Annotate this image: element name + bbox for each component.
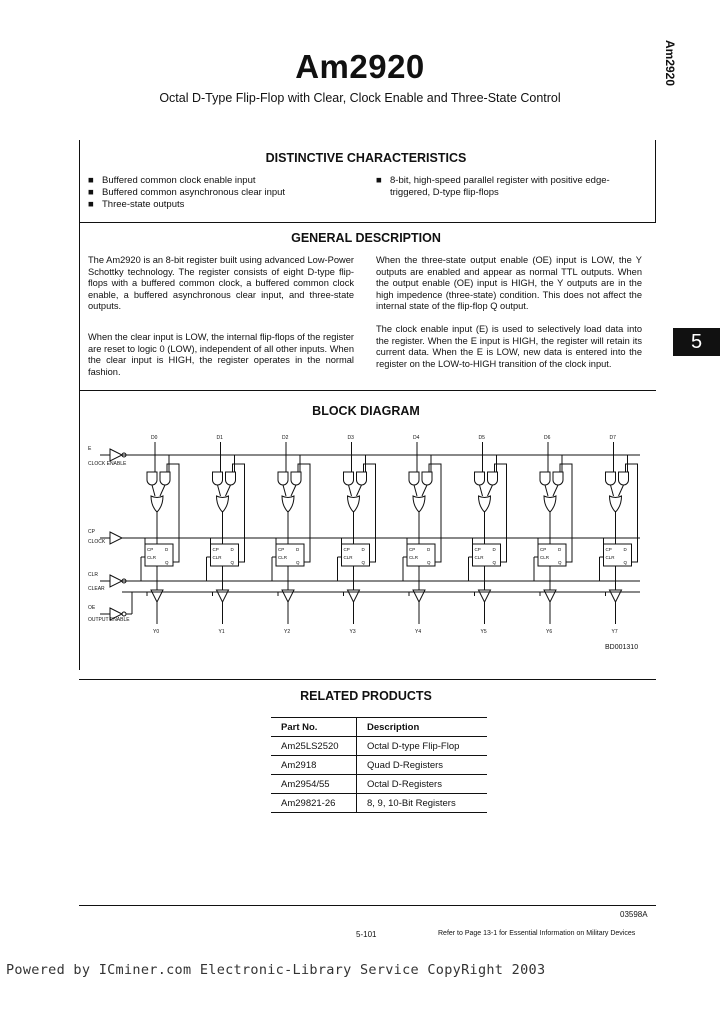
section-divider bbox=[79, 222, 656, 223]
flip-flop-pin-label: CLR bbox=[278, 555, 288, 560]
footer-divider bbox=[79, 905, 656, 906]
part-cell: Am25LS2520 bbox=[271, 737, 357, 756]
y-output-label: Y4 bbox=[415, 629, 422, 635]
block-diagram-heading: BLOCK DIAGRAM bbox=[312, 404, 420, 418]
cp-buffer bbox=[110, 532, 122, 544]
section-tab: 5 bbox=[673, 328, 720, 356]
and-gate bbox=[409, 472, 419, 485]
characteristics-right-list bbox=[376, 175, 646, 199]
general-right-p1: When the three-state output enable (OE) input is LOW, the Y outputs are enabled and appear as normal TTL outputs. When the output enable (OE) input is HIGH, the Y outputs are in the high impedence (three-state) condition. This does not affect the internal state of the flip-flop Q output. bbox=[376, 255, 642, 312]
oe-signal-desc: OUTPUT ENABLE bbox=[88, 617, 130, 623]
clr-signal-desc: CLEAR bbox=[88, 586, 105, 592]
page-number: 5-101 bbox=[356, 930, 377, 939]
col-desc-header: Description bbox=[357, 718, 488, 737]
page-title: Am2920 bbox=[295, 48, 425, 85]
d-input-label: D4 bbox=[413, 435, 420, 441]
or-gate bbox=[217, 496, 229, 512]
table-row bbox=[271, 775, 487, 794]
flip-flop-pin-label: CLR bbox=[409, 555, 419, 560]
related-products-table bbox=[271, 717, 487, 813]
table-row bbox=[271, 794, 487, 813]
and-gate bbox=[278, 472, 288, 485]
d-input-label: D1 bbox=[216, 435, 223, 441]
and-gate bbox=[488, 472, 498, 485]
flip-flop-pin-label: D bbox=[623, 547, 627, 552]
general-left-p1: The Am2920 is an 8-bit register built using advanced Low-Power Schottky technology. The register consists of eight D-type flip-flops with a buffered common clock, a buffered common clock enable, a buffered asynchronous clear input, and three-state outputs. bbox=[88, 255, 354, 312]
flip-flop-pin-label: Q bbox=[165, 560, 169, 565]
flip-flop-pin-label: CLR bbox=[605, 555, 615, 560]
list-item: ■ Three-state outputs bbox=[88, 199, 185, 210]
d-input-label: D3 bbox=[347, 435, 354, 441]
flip-flop-pin-label: CP bbox=[409, 547, 416, 552]
related-heading: RELATED PRODUCTS bbox=[300, 689, 432, 703]
y-output-label: Y3 bbox=[349, 629, 356, 635]
y-output-label: Y2 bbox=[284, 629, 291, 635]
doc-code: 03598A bbox=[620, 910, 648, 919]
and-gate bbox=[291, 472, 301, 485]
flip-flop-pin-label: D bbox=[165, 547, 169, 552]
general-right-p2: The clock enable input (E) is used to selectively load data into the register. When the E input is HIGH, the register will retain its current data. When the E is LOW, new data is entered into the register on the LOW-to-HIGH transition of the clock input. bbox=[376, 324, 642, 369]
flip-flop-pin-label: CLR bbox=[147, 555, 157, 560]
col-part-header: Part No. bbox=[271, 718, 357, 737]
flip-flop-pin-label: D bbox=[427, 547, 431, 552]
y-output-label: Y5 bbox=[480, 629, 487, 635]
d-input-label: D6 bbox=[544, 435, 551, 441]
flip-flop-pin-label: Q bbox=[492, 560, 497, 565]
flip-flop-pin-label: CLR bbox=[540, 555, 550, 560]
or-gate bbox=[544, 496, 556, 512]
or-gate bbox=[610, 496, 622, 512]
characteristics-left-list bbox=[88, 175, 368, 211]
page-subtitle: Octal D-Type Flip-Flop with Clear, Clock Enable and Three-State Control bbox=[159, 91, 561, 105]
desc-cell: Octal D-type Flip-Flop bbox=[357, 737, 488, 756]
or-gate bbox=[348, 496, 360, 512]
flip-flop-pin-label: CP bbox=[147, 547, 154, 552]
cp-signal-desc: CLOCK bbox=[88, 539, 106, 545]
flip-flop-pin-label: D bbox=[492, 547, 496, 552]
list-item: ■ 8-bit, high-speed parallel register with positive edge-triggered, D-type flip-flops bbox=[376, 175, 610, 198]
characteristics-heading: DISTINCTIVE CHARACTERISTICS bbox=[265, 151, 467, 165]
or-gate bbox=[479, 496, 491, 512]
desc-cell: Octal D-Registers bbox=[357, 775, 488, 794]
d-input-label: D7 bbox=[609, 435, 616, 441]
part-cell: Am2918 bbox=[271, 756, 357, 775]
flip-flop-pin-label: CLR bbox=[343, 555, 353, 560]
list-item: ■ Buffered common asynchronous clear input bbox=[88, 187, 286, 198]
list-item: ■ Buffered common clock enable input bbox=[88, 175, 256, 186]
clr-buffer bbox=[110, 575, 122, 587]
block-diagram bbox=[80, 424, 670, 654]
powered-by-banner: Powered by ICminer.com Electronic-Library Service CopyRight 2003 bbox=[6, 962, 546, 978]
and-gate bbox=[147, 472, 157, 485]
and-gate bbox=[475, 472, 485, 485]
y-output-label: Y6 bbox=[546, 629, 553, 635]
flip-flop-pin-label: D bbox=[296, 547, 300, 552]
part-cell: Am29821-26 bbox=[271, 794, 357, 813]
and-gate bbox=[606, 472, 616, 485]
side-label: Am2920 bbox=[663, 40, 677, 87]
flip-flop-pin-label: CLR bbox=[212, 555, 222, 560]
and-gate bbox=[226, 472, 236, 485]
flip-flop-pin-label: CP bbox=[278, 547, 285, 552]
military-note: Refer to Page 13-1 for Essential Information on Military Devices bbox=[438, 930, 636, 937]
or-gate bbox=[282, 496, 294, 512]
y-output-label: Y7 bbox=[611, 629, 618, 635]
flip-flop-pin-label: Q bbox=[427, 560, 431, 565]
flip-flop-pin-label: CP bbox=[605, 547, 612, 552]
e-signal-desc: CLOCK ENABLE bbox=[88, 461, 127, 467]
e-buffer bbox=[110, 449, 122, 461]
flip-flop-pin-label: D bbox=[558, 547, 562, 552]
d-input-label: D0 bbox=[151, 435, 158, 441]
part-cell: Am2954/55 bbox=[271, 775, 357, 794]
or-gate bbox=[413, 496, 425, 512]
y-output-label: Y0 bbox=[153, 629, 160, 635]
flip-flop-pin-label: D bbox=[230, 547, 234, 552]
d-input-label: D5 bbox=[478, 435, 485, 441]
and-gate bbox=[213, 472, 223, 485]
table-row bbox=[271, 737, 487, 756]
d-input-label: D2 bbox=[282, 435, 289, 441]
section-divider bbox=[79, 679, 656, 680]
flip-flop-pin-label: Q bbox=[296, 560, 300, 565]
frame-right-line bbox=[655, 140, 656, 222]
and-gate bbox=[540, 472, 550, 485]
general-left-p2: When the clear input is LOW, the internal flip-flops of the register are reset to logic 0 (LOW), independent of all other inputs. When the clear input is HIGH, the register operates in the normal fashion. bbox=[88, 332, 354, 377]
and-gate bbox=[160, 472, 170, 485]
general-heading: GENERAL DESCRIPTION bbox=[291, 231, 441, 245]
flip-flop-pin-label: CP bbox=[474, 547, 481, 552]
flip-flop-pin-label: Q bbox=[558, 560, 562, 565]
table-header-row bbox=[271, 718, 487, 737]
flip-flop-pin-label: Q bbox=[623, 560, 628, 565]
figure-id: BD001310 bbox=[605, 644, 639, 651]
oe-signal-label: OE bbox=[88, 605, 96, 611]
and-gate bbox=[619, 472, 629, 485]
flip-flop-pin-label: Q bbox=[230, 560, 235, 565]
table-row bbox=[271, 756, 487, 775]
flip-flop-pin-label: Q bbox=[361, 560, 366, 565]
and-gate bbox=[357, 472, 367, 485]
clr-signal-label: CLR bbox=[88, 572, 99, 578]
and-gate bbox=[553, 472, 563, 485]
or-gate bbox=[151, 496, 163, 512]
desc-cell: 8, 9, 10-Bit Registers bbox=[357, 794, 488, 813]
desc-cell: Quad D-Registers bbox=[357, 756, 488, 775]
e-signal-label: E bbox=[88, 446, 92, 452]
flip-flop-pin-label: CLR bbox=[474, 555, 484, 560]
flip-flop-pin-label: D bbox=[361, 547, 365, 552]
section-divider bbox=[79, 390, 656, 391]
and-gate bbox=[422, 472, 432, 485]
flip-flop-pin-label: CP bbox=[540, 547, 547, 552]
cp-signal-label: CP bbox=[88, 529, 95, 535]
y-output-label: Y1 bbox=[218, 629, 225, 635]
flip-flop-pin-label: CP bbox=[212, 547, 219, 552]
and-gate bbox=[344, 472, 354, 485]
flip-flop-pin-label: CP bbox=[343, 547, 350, 552]
